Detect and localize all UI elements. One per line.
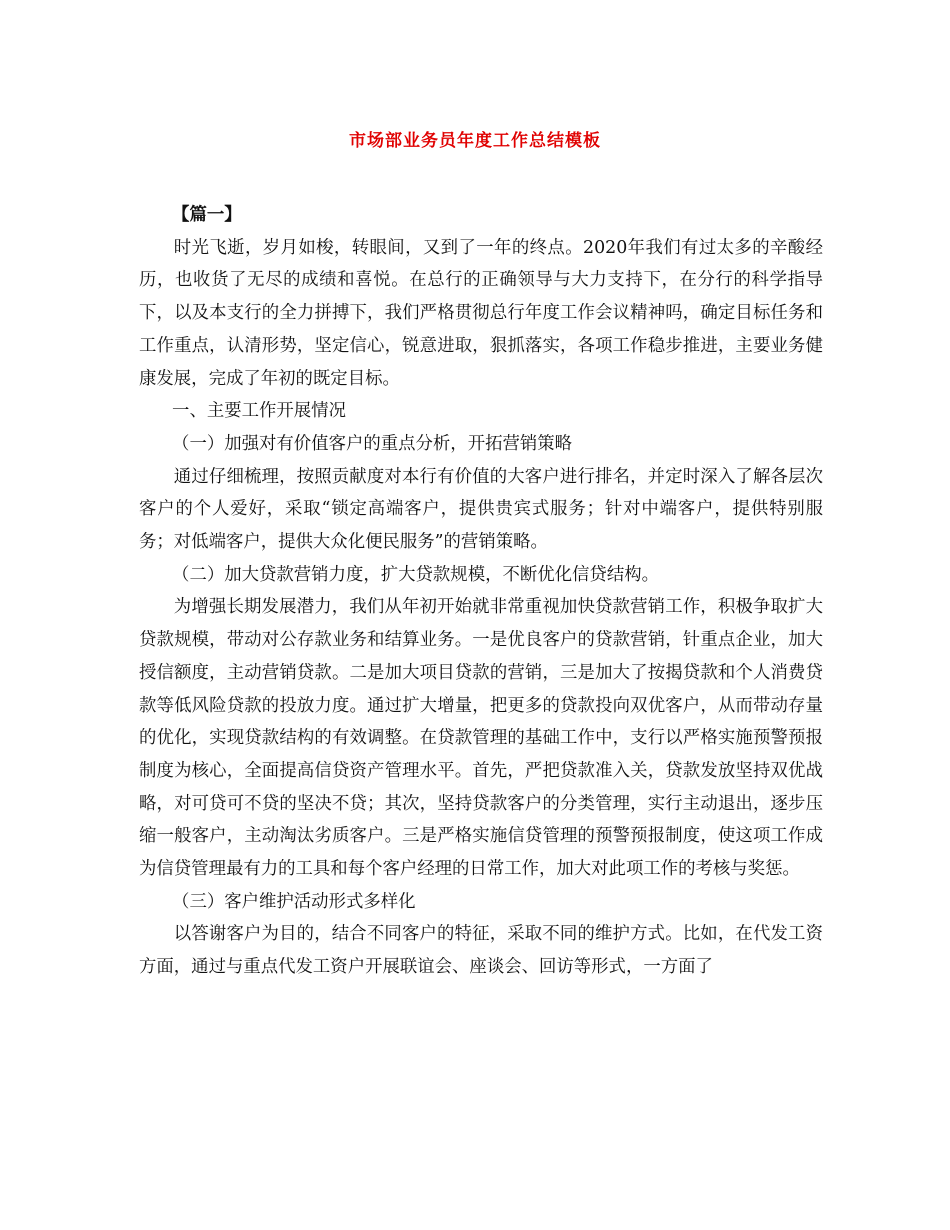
paragraph-intro: 时光飞逝，岁月如梭，转眼间，又到了一年的终点。2020年我们有过太多的辛酸经历，也收货了无尽的成绩和喜悦。在总行的正确领导与大力支持下，在分行的科学指导下，以及本支行的全力拼搏下，我们严格贯彻总行年度工作会议精神吗，确定目标任务和工作重点，认清形势，坚定信心，锐意进取，狠抓落实，各项工作稳步推进，主要业务健康发展，完成了年初的既定目标。 [139, 237, 823, 389]
heading-main-work: 一、主要工作开展情况 [172, 401, 346, 422]
section-label: 【篇一】 [172, 205, 242, 225]
document-title: 市场部业务员年度工作总结模板 [349, 131, 601, 151]
subheading-3: （三）客户维护活动形式多样化 [172, 891, 416, 912]
subheading-2: （二）加大贷款营销力度，扩大贷款规模，不断优化信贷结构。 [172, 564, 659, 585]
paragraph-3: 以答谢客户为目的，结合不同客户的特征，采取不同的维护方式。比如，在代发工资方面，通过与重点代发工资户开展联谊会、座谈会、回访等形式，一方面了 [139, 924, 823, 978]
paragraph-1: 通过仔细梳理，按照贡献度对本行有价值的大客户进行排名，并定时深入了解各层次客户的个人爱好，采取“锁定高端客户，提供贵宾式服务；针对中端客户，提供特别服务；对低端客户，提供大众化便民服务”的营销策略。 [139, 466, 823, 553]
subheading-1: （一）加强对有价值客户的重点分析，开拓营销策略 [172, 433, 573, 454]
document-body [139, 199, 823, 984]
paragraph-2: 为增强长期发展潜力，我们从年初开始就非常重视加快贷款营销工作，积极争取扩大贷款规模，带动对公存款业务和结算业务。一是优良客户的贷款营销，针重点企业，加大授信额度，主动营销贷款。二是加大项目贷款的营销，三是加大了按揭贷款和个人消费贷款等低风险贷款的投放力度。通过扩大增量，把更多的贷款投向双优客户，从而带动存量的优化，实现贷款结构的有效调整。在贷款管理的基础工作中，支行以严格实施预警预报制度为核心，全面提高信贷资产管理水平。首先，严把贷款准入关，贷款发放坚持双优战略，对可贷可不贷的坚决不贷；其次，坚持贷款客户的分类管理，实行主动退出，逐步压缩一般客户，主动淘汰劣质客户。三是严格实施信贷管理的预警预报制度，使这项工作成为信贷管理最有力的工具和每个客户经理的日常工作，加大对此项工作的考核与奖惩。 [139, 597, 823, 880]
